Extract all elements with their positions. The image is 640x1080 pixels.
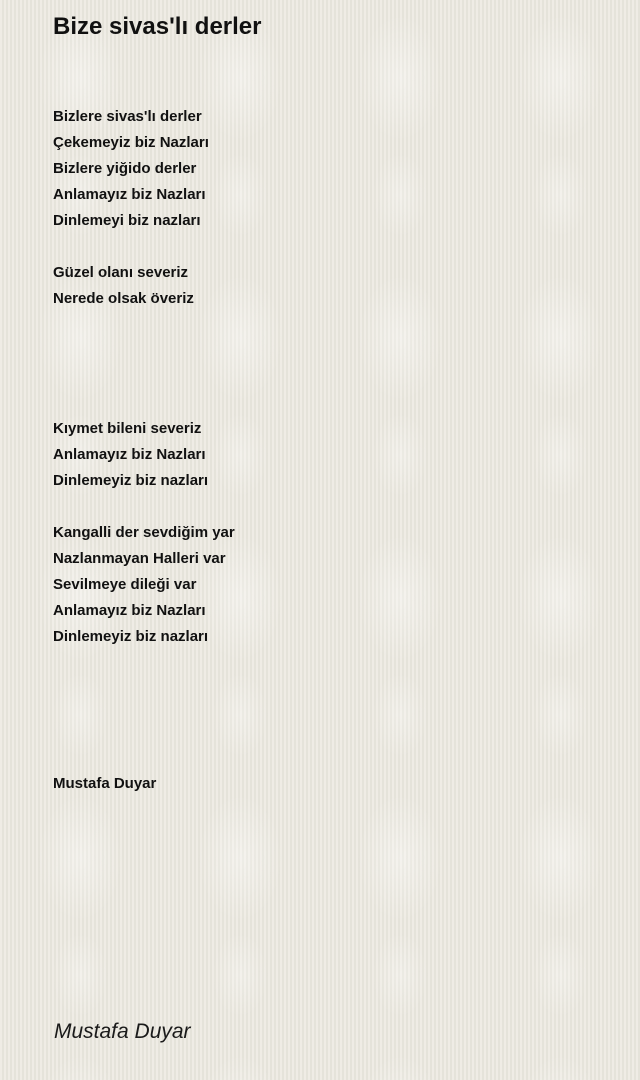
poem-line: Anlamayız biz Nazları [53, 602, 206, 619]
poem-line: Nazlanmayan Halleri var [53, 550, 226, 567]
poem-blank-line [53, 390, 613, 416]
poem-line: Güzel olanı severiz [53, 264, 189, 281]
author-signature: Mustafa Duyar [54, 1020, 191, 1043]
poem-blank-line [53, 338, 613, 364]
poem-blank-line [53, 364, 613, 390]
poem-line: Dinlemeyiz biz nazları [53, 472, 209, 489]
poem-line: Nerede olsak överiz [53, 290, 194, 307]
poem-line: Dinlemeyi biz nazları [53, 212, 201, 229]
poem-line: Bizlere yiğido derler [53, 160, 197, 177]
poem-line: Anlamayız biz Nazları [53, 446, 206, 463]
poem-line: Dinlemeyiz biz nazları [53, 628, 209, 645]
poem-line: Sevilmeye dileği var [53, 576, 197, 593]
poem-body [53, 104, 613, 650]
poem-blank-line [53, 494, 613, 520]
poem-blank-line [53, 234, 613, 260]
poem-author: Mustafa Duyar [53, 775, 157, 792]
poem-line: Bizlere sivas'lı derler [53, 108, 202, 125]
poem-blank-line [53, 312, 613, 338]
poem-line: Kıymet bileni severiz [53, 420, 202, 437]
poem-line: Çekemeyiz biz Nazları [53, 134, 209, 151]
poem-title: Bize sivas'lı derler [53, 13, 262, 40]
poem-line: Kangalli der sevdiğim yar [53, 524, 235, 541]
poem-line: Anlamayız biz Nazları [53, 186, 206, 203]
